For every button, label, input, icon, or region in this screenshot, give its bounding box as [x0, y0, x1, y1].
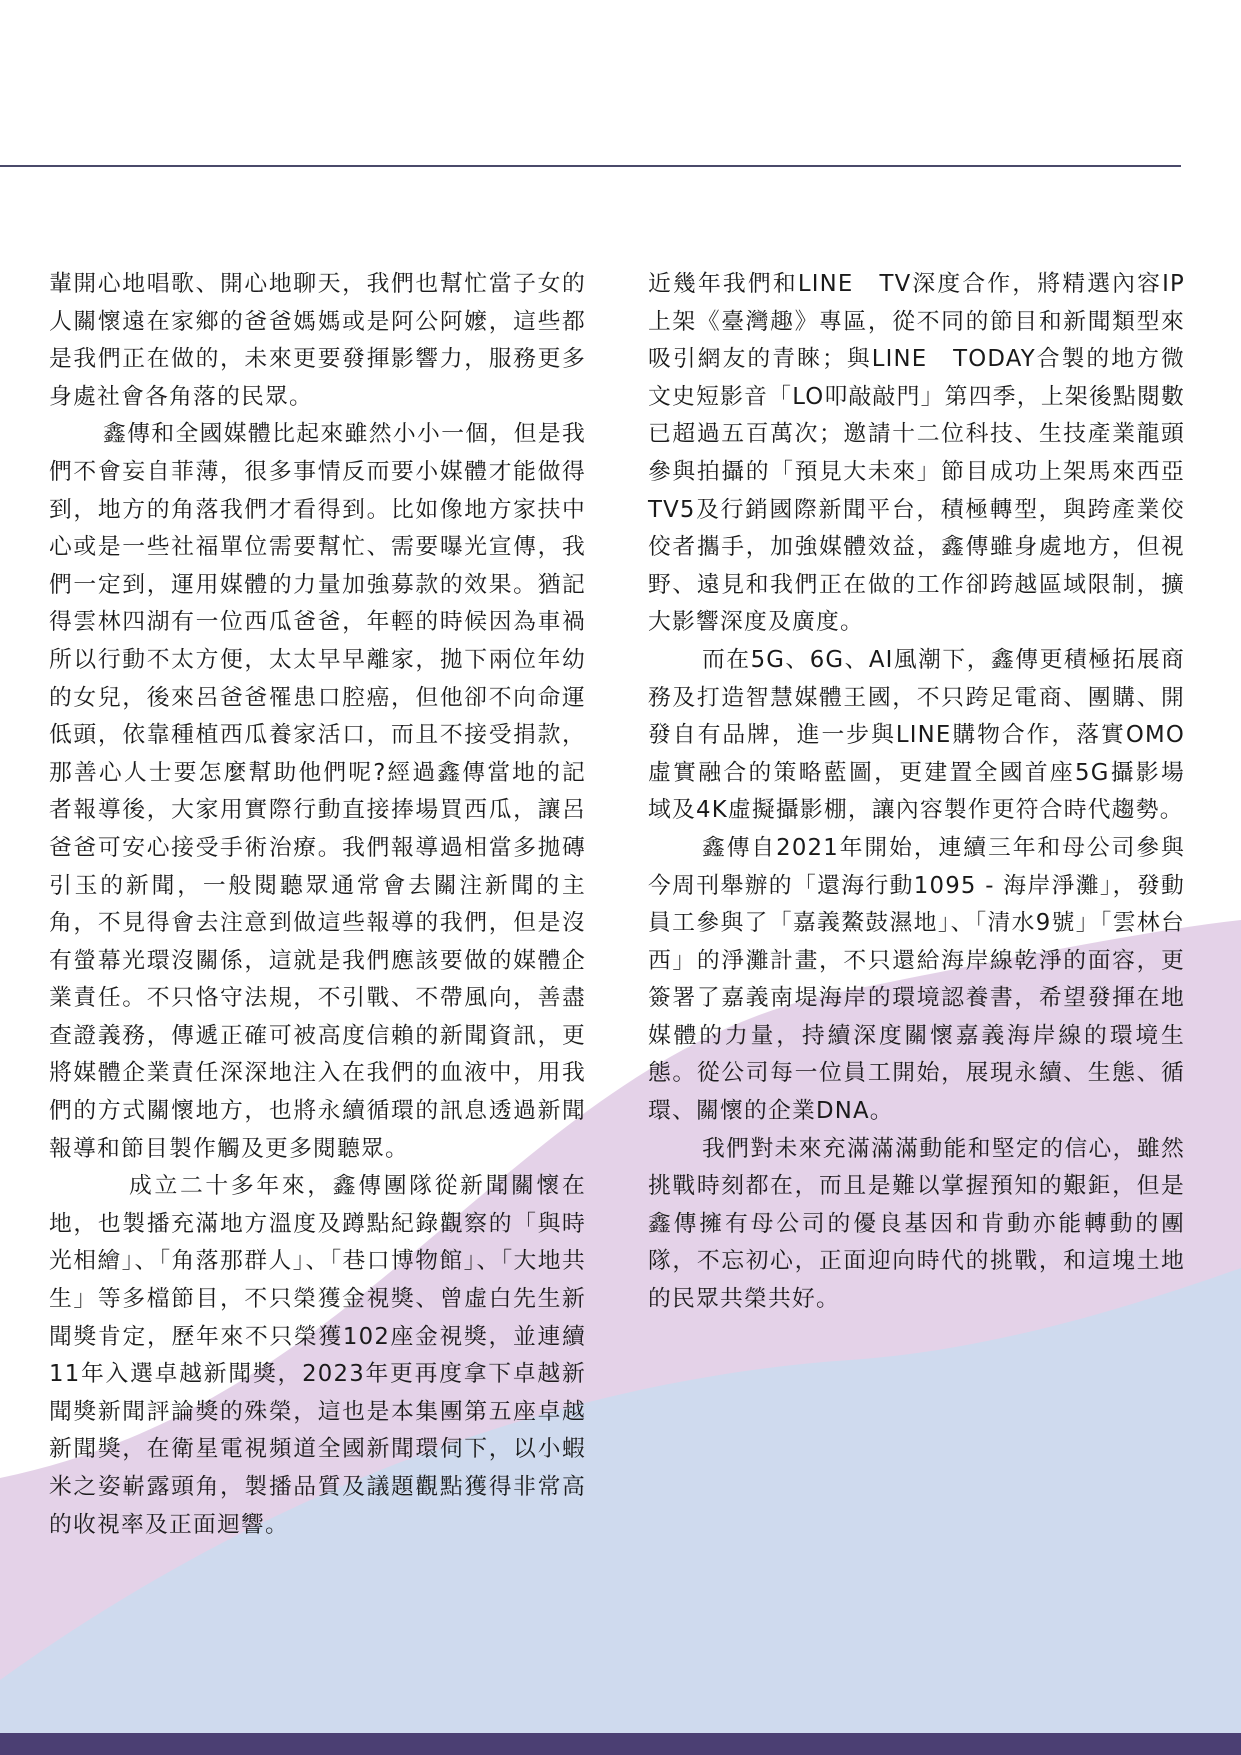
article-paragraph: 鑫傳和全國媒體比起來雖然小小一個，但是我們不會妄自菲薄，很多事情反而要小媒體才能做得到，地方的角落我們才看得到。比如像地方家扶中心或是一些社福單位需要幫忙、需要曝光宣傳，我們一定到，運用媒體的力量加強募款的效果。猶記得雲林四湖有一位西瓜爸爸，年輕的時候因為車禍所以行動不太方便，太太早早離家，拋下兩位年幼的女兒，後來呂爸爸罹患口腔癌，但他卻不向命運低頭，依靠種植西瓜養家活口，而且不接受捐款，那善心人士要怎麼幫助他們呢?經過鑫傳當地的記者報導後，大家用實際行動直接捧場買西瓜，讓呂爸爸可安心接受手術治療。我們報導過相當多拋磚引玉的新聞，一般閱聽眾通常會去關注新聞的主角，不見得會去注意到做這些報導的我們，但是沒有螢幕光環沒關係，這就是我們應該要做的媒體企業責任。不只恪守法規，不引戰、不帶風向，善盡查證義務，傳遞正確可被高度信賴的新聞資訊，更將媒體企業責任深深地注入在我們的血液中，用我們的方式關懷地方，也將永續循環的訊息透過新聞報導和節目製作觸及更多閱聽眾。: [49, 421, 586, 1162]
article-paragraph: 而在5G、6G、AI風潮下，鑫傳更積極拓展商務及打造智慧媒體王國，不只跨足電商、團購、開發自有品牌，進一步與LINE購物合作，落實OMO虛實融合的策略藍圖，更建置全國首座5G攝影場域及4K虛擬攝影棚，讓內容製作更符合時代趨勢。: [648, 646, 1185, 824]
article-left-column: [49, 266, 586, 1544]
article-right-column: [648, 266, 1185, 1319]
article-paragraph: 輩開心地唱歌、開心地聊天，我們也幫忙當子女的人關懷遠在家鄉的爸爸媽媽或是阿公阿嬤，這些都是我們正在做的，未來更要發揮影響力，服務更多身處社會各角落的民眾。: [49, 271, 586, 410]
article-paragraph: 近幾年我們和LINE TV深度合作，將精選內容IP上架《臺灣趣》專區，從不同的節目和新聞類型來吸引網友的青睞；與LINE TODAY合製的地方微文史短影音「LO叩敲敲門」第四季，上架後點閱數已超過五百萬次；邀請十二位科技、生技產業龍頭參與拍攝的「預見大未來」節目成功上架馬來西亞TV5及行銷國際新聞平台，積極轉型，與跨產業佼佼者攜手，加強媒體效益，鑫傳雖身處地方，但視野、遠見和我們正在做的工作卻跨越區域限制，擴大影響深度及廣度。: [648, 271, 1185, 636]
article-paragraph: 鑫傳自2021年開始，連續三年和母公司參與今周刊舉辦的「還海行動1095 - 海岸淨灘」，發動員工參與了「嘉義鰲鼓濕地」、「清水9號」「雲林台西」的淨灘計畫，不只還給海岸線乾淨的面容，更簽署了嘉義南堤海岸的環境認養書，希望發揮在地媒體的力量，持續深度關懷嘉義海岸線的環境生態。從公司每一位員工開始，展現永續、生態、循環、關懷的企業DNA。: [648, 834, 1185, 1125]
article-paragraph: 成立二十多年來，鑫傳團隊從新聞關懷在地，也製播充滿地方溫度及蹲點紀錄觀察的「與時光相繪」、「角落那群人」、「巷口博物館」、「大地共生」等多檔節目，不只榮獲金視獎、曾虛白先生新聞獎肯定，歷年來不只榮獲102座金視獎，並連續11年入選卓越新聞獎，2023年更再度拿下卓越新聞獎新聞評論獎的殊榮，這也是本集團第五座卓越新聞獎，在衛星電視頻道全國新聞環伺下，以小蝦米之姿嶄露頭角，製播品質及議題觀點獲得非常高的收視率及正面迴響。: [49, 1173, 586, 1538]
footer-bar: [0, 1733, 1241, 1755]
header-divider-line: [0, 165, 1181, 167]
article-paragraph: 我們對未來充滿滿滿動能和堅定的信心，雖然挑戰時刻都在，而且是難以掌握預知的艱鉅，但是鑫傳擁有母公司的優良基因和肯動亦能轉動的團隊，不忘初心，正面迎向時代的挑戰，和這塊土地的民眾共榮共好。: [648, 1135, 1185, 1313]
